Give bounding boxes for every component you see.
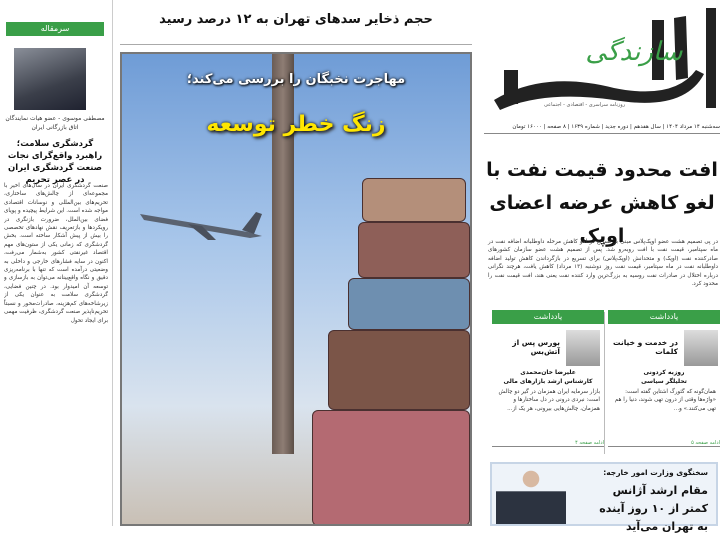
hero-image[interactable] — [120, 52, 472, 526]
note-role: کارشناس ارشد بازارهای مالی — [503, 378, 593, 385]
author-caption: مصطفی موسوی - عضو هیات نمایندگان اتاق بازرگانی ایران — [5, 115, 105, 131]
box-headline: مقام ارشد آژانس کمتر از ۱۰ روز آینده به تهران می‌آید — [599, 484, 708, 533]
right-column — [484, 0, 720, 533]
airplane-icon — [138, 206, 268, 242]
box-kicker: سخنگوی وزارت امور خارجه: — [603, 468, 708, 477]
main-body: در پی تصمیم هشت عضو اوپک‌پلاس مبنی بر تسریع در لغو کاهش مرحله داوطلبانه اضافه نفت در ماه سپتامبر، قیمت نفت با افت روبه‌رو شد. پس از تصمیم هشت عضو سازمان کشورهای صادرکننده نفت (اوپک) و متحدانش (اوپک‌پلاس) برای تسریع در بازگرداندن کاهش تولید اضافه داوطلبانه نفت در ماه سپتامبر، قیمت نفت روز دوشنبه (۱۳ مرداد) کاهش یافت، هرچند نگرانی درباره اختلال در صادرات نفت روسیه به بزرگ‌ترین وارد کننده نفت یعنی هند، افت قیمت نفت را محدود کرد. — [488, 239, 718, 288]
newspaper-logo[interactable] — [484, 0, 720, 115]
suitcase — [312, 410, 470, 526]
editorial-label: سرمقاله — [6, 22, 104, 36]
svg-text:سازندگی: سازندگی — [585, 37, 683, 67]
note-author-block — [492, 368, 604, 386]
continue-link[interactable]: ادامه صفحه ۵ — [608, 440, 720, 447]
continue-link[interactable]: ادامه صفحه ۴ — [492, 440, 604, 447]
center-column — [116, 0, 476, 526]
main-headline[interactable]: افت محدود قیمت نفت با لغو کاهش عرضه اعضای اوپک — [486, 159, 718, 247]
suitcase — [358, 222, 470, 278]
author-photo — [14, 48, 86, 110]
column-divider — [112, 0, 113, 526]
editorial-column — [0, 22, 110, 526]
editorial-body: صنعت گردشگری ایران در سال‌های اخیر با مجموعه‌ای از چالش‌های ساختاری، تحریم‌های بین‌المللی و نوسانات اقتصادی مواجه شده است. این شرایط پیچیده و پویای فضای بین‌الملل، ضرورت بازنگری در رویکردها و بازتعریف نقش نهادهای تخصصی را بیش از پیش آشکار ساخته است. بخش گردشگری که زمانی یکی از ستون‌های مهم اقتصاد غیرنفتی کشور به‌شمار می‌رفت، اکنون در سایه فشارهای خارجی و داخلی به وضعیتی درآمده است که تنها با برنامه‌ریزی دقیق و نگاه واقع‌بینانه می‌توان به بازسازی و توسعه آن امیدوار بود. در چنین فضایی، گردشگری سلامت به عنوان یکی از زیرشاخه‌های کم‌هزینه، صادرات‌محور و نسبتاً تحریم‌ناپذیر صنعت گردشگری، ظرفیت مهمی برای ایجاد تحول — [4, 183, 108, 324]
suitcase — [328, 330, 470, 410]
note-role: تحلیلگر سیاسی — [641, 378, 687, 385]
opinion-note[interactable] — [608, 310, 720, 456]
divider — [120, 44, 472, 45]
note-text: همان‌گونه که گئورگ اشتاین گفته است: «واژه‌ها وقتی از درون تهی شوند، دنیا را هم تهی می‌کنند.» و... — [614, 389, 716, 412]
author-photo — [684, 330, 718, 366]
hero-headline: زنگ خطر توسعه — [206, 112, 386, 137]
divider — [604, 312, 605, 454]
issue-meta: سه‌شنبه ۱۴ مرداد ۱۴۰۴ | سال هفدهم | دوره جدید | شماره ۱۶۳۹ | ۸ صفحه | ۱۶۰۰۰ تومان — [484, 124, 720, 134]
news-box[interactable] — [490, 462, 718, 533]
suitcase — [362, 178, 466, 222]
note-author-block — [608, 368, 720, 386]
tagline: روزنامه سراسری - اقتصادی - اجتماعی — [544, 102, 626, 108]
note-text: بازار سرمایه ایران همزمان در گیر دو چالش است: نبردی درونی در دل ساختارها و همزمان، چالش‌هایی بیرونی، هر یک از... — [498, 389, 600, 412]
note-author: روزبه کردونی — [643, 369, 685, 376]
editorial-headline[interactable]: گردشگری سلامت؛ راهبرد واقع‌گرای نجات صنعت گردشگری ایران در عصر تحریم — [7, 139, 103, 185]
note-label: یادداشت — [608, 310, 720, 324]
note-label: یادداشت — [492, 310, 604, 324]
hero-kicker: مهاجرت نخبگان را بررسی می‌کند؛ — [186, 72, 406, 87]
spokesman-photo — [496, 464, 566, 524]
note-author: علیرضا خان‌محمدی — [520, 369, 576, 376]
opinion-note[interactable] — [492, 310, 604, 456]
note-title: در خدمت و خیانت کلمات — [612, 338, 678, 356]
suitcase — [348, 278, 470, 330]
author-photo — [566, 330, 600, 366]
top-headline[interactable]: حجم ذخایر سدهای تهران به ۱۲ درصد رسید — [159, 12, 433, 27]
note-title: بورس پس از آتش‌بس — [512, 338, 560, 356]
